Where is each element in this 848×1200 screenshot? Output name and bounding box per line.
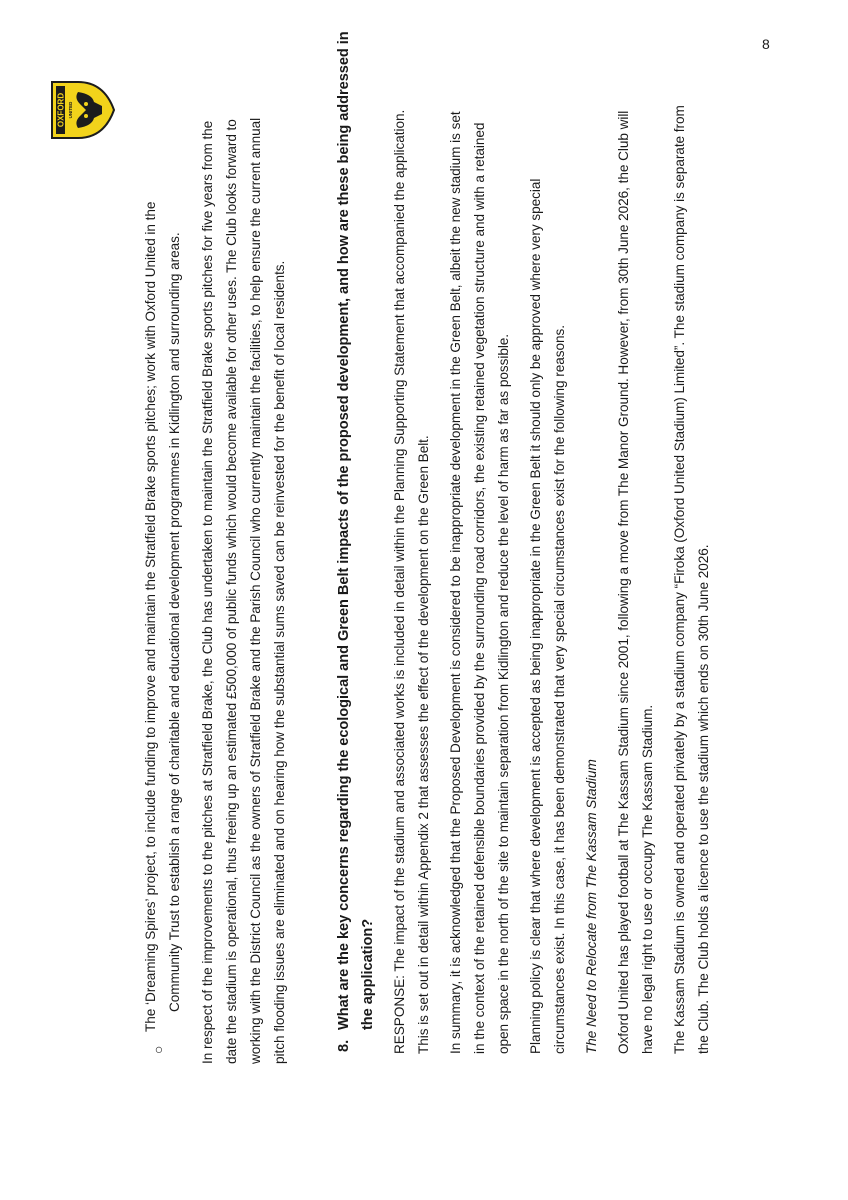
response-line-2: This is set out in detail within Appendix 2 that assesses the effect of the development on the Green Belt. bbox=[416, 435, 431, 1054]
history-line-1: Oxford United has played football at The Kassam Stadium since 2001, following a move from The Manor Ground. However, from 30th June 2026, the Club will bbox=[616, 110, 631, 1054]
summary-line-2: in the context of the retained defensible boundaries provided by the surrounding road corridors, the existing retained vegetation structure and with a retained bbox=[472, 122, 487, 1054]
question-8-line-1: What are the key concerns regarding the ecological and Green Belt impacts of the proposed development, and how are these being addressed in bbox=[336, 31, 352, 1030]
question-8-line-2: the application? bbox=[360, 918, 376, 1030]
response-line-1: RESPONSE: The impact of the stadium and associated works is included in detail within the Planning Supporting Statement that accompanied the application. bbox=[392, 109, 407, 1054]
stratfield-line-2: date the stadium is operational, thus freeing up an estimated £500,000 of public funds which would become available for other uses. The Club looks forward to bbox=[224, 119, 239, 1064]
stratfield-line-3: working with the District Council as the owners of Stratfield Brake and the Parish Council who currently maintain the facilities, to help ensure the current annual bbox=[248, 117, 263, 1064]
stratfield-line-4: pitch flooding issues are eliminated and on hearing how the substantial sums saved can be reinvested for the benefit of local residents. bbox=[272, 260, 287, 1064]
summary-line-3: open space in the north of the site to maintain separation from Kidlington and reduce the level of harm as far as possible. bbox=[496, 333, 511, 1054]
ownership-line-1: The Kassam Stadium is owned and operated privately by a stadium company “Firoka (Oxford United Stadium) Limited”. The stadium company is separate from bbox=[672, 105, 687, 1054]
ownership-line-2: the Club. The Club holds a licence to use the stadium which ends on 30th June 2026. bbox=[696, 544, 711, 1054]
page-number: 8 bbox=[762, 36, 770, 52]
history-line-2: have no legal right to use or occupy The Kassam Stadium. bbox=[640, 704, 655, 1054]
bullet-text-line-2: Community Trust to establish a range of charitable and educational development programmes in Kidlington and surrounding areas. bbox=[167, 232, 182, 1012]
kassam-subheading: The Need to Relocate from The Kassam Stadium bbox=[584, 759, 599, 1054]
bullet-marker: ○ bbox=[150, 1045, 166, 1054]
bullet-text-line-1: The ‘Dreaming Spires’ project, to include funding to improve and maintain the Stratfield Brake sports pitches; work with Oxford United in the bbox=[143, 201, 158, 1032]
policy-line-1: Planning policy is clear that where development is accepted as being inappropriate in the Green Belt it should only be approved where very special bbox=[528, 178, 543, 1054]
policy-line-2: circumstances exist. In this case, it has been demonstrated that very special circumstances exist for the following reasons. bbox=[552, 325, 567, 1054]
summary-line-1: In summary, it is acknowledged that the Proposed Development is considered to be inappropriate development in the Green Belt, albeit the new stadium is set bbox=[448, 111, 463, 1054]
logo-text-top: OXFORD bbox=[56, 92, 66, 128]
logo-text-bottom: UNITED bbox=[68, 101, 73, 119]
stratfield-line-1: In respect of the improvements to the pitches at Stratfield Brake, the Club has undertaken to maintain the Stratfield Brake sports pitches for five years from the bbox=[200, 120, 215, 1064]
question-8-number: 8. bbox=[336, 1039, 352, 1052]
